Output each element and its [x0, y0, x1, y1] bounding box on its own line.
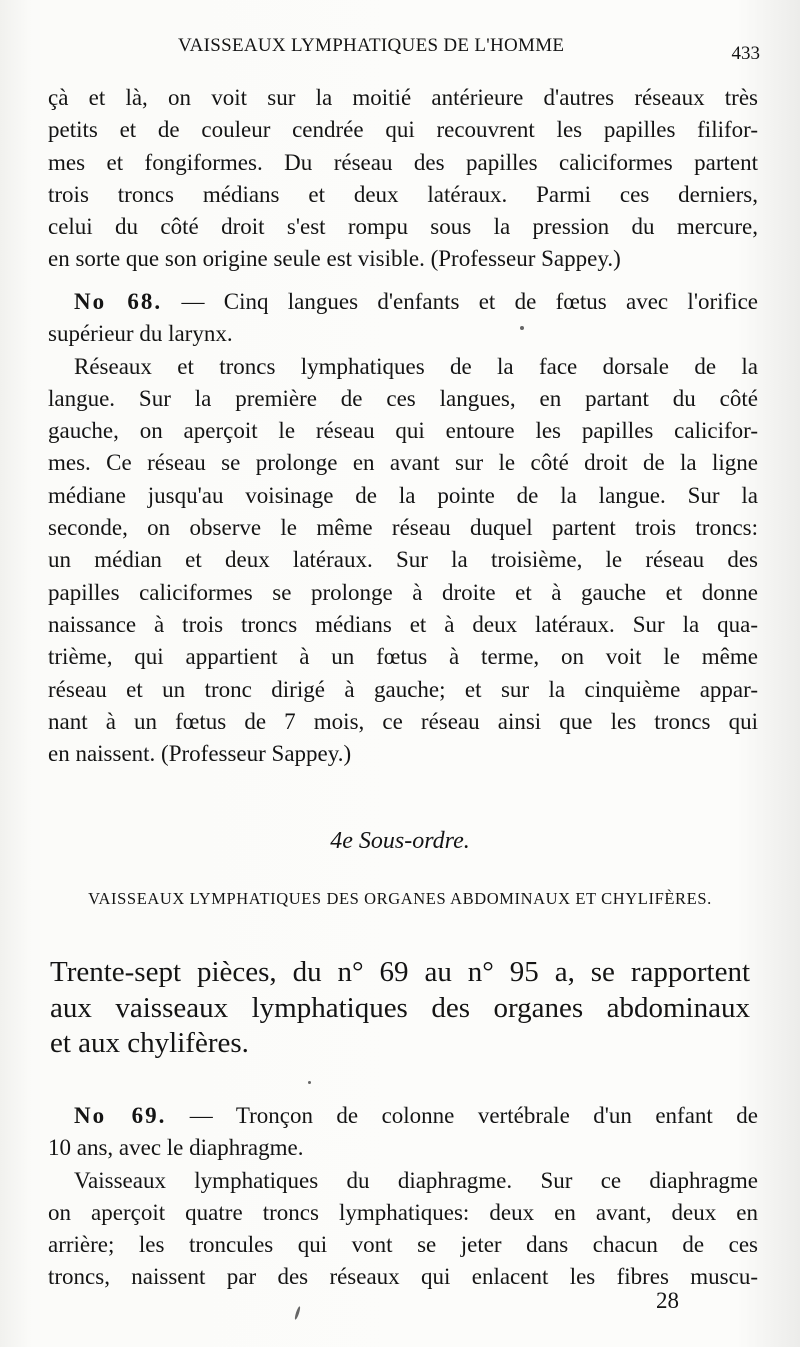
entry-68: [48, 286, 758, 770]
ink-speck: [294, 1306, 301, 1320]
intro-line: Trente-sept pièces, du n° 69 au n° 95 a, se rapportent: [50, 956, 750, 988]
text-line: un médian et deux latéraux. Sur la troisième, le réseau des: [48, 547, 758, 573]
text-line: arrière; les troncules qui vont se jeter dans chacun de ces: [48, 1232, 758, 1258]
text-line: médiane jusqu'au voisinage de la pointe de la langue. Sur la: [48, 482, 758, 508]
section-heading: VAISSEAUX LYMPHATIQUES DES ORGANES ABDOMINAUX ET CHYLIFÈRES.: [88, 889, 712, 908]
text-line: en naissent. (Professeur Sappey.): [48, 741, 352, 767]
text-line: supérieur du larynx.: [48, 321, 233, 347]
entry-title-line: [48, 1100, 758, 1132]
text-line: nant à un fœtus de 7 mois, ce réseau ainsi que les troncs qui: [48, 708, 758, 734]
text-line: mes. Ce réseau se prolonge en avant sur le côté droit de la ligne: [48, 450, 758, 476]
paragraph-continued: [48, 82, 758, 276]
text-line: en sorte que son origine seule est visible. (Professeur Sappey.): [48, 246, 621, 272]
text-line: trois troncs médians et deux latéraux. Parmi ces derniers,: [48, 181, 758, 207]
running-title: VAISSEAUX LYMPHATIQUES DE L'HOMME: [178, 35, 565, 56]
entry-title: — Cinq langues d'enfants et de fœtus avec l'orifice: [181, 289, 758, 314]
text-line: on aperçoit quatre troncs lymphatiques: deux en avant, deux en: [48, 1199, 758, 1225]
section-intro: [50, 955, 750, 1062]
entry-number: No 68.: [74, 289, 163, 314]
text-line: naissance à trois troncs médians et à deux latéraux. Sur la qua-: [48, 611, 758, 637]
text-line: seconde, on observe le même réseau duquel partent trois troncs:: [48, 515, 758, 541]
entry-title: — Tronçon de colonne vertébrale d'un enfant de: [189, 1103, 758, 1128]
text-line: 10 ans, avec le diaphragme.: [48, 1135, 304, 1161]
signature-mark: 28: [656, 1288, 679, 1313]
page-header: [48, 35, 760, 65]
text-line: celui du côté droit s'est rompu sous la pression du mercure,: [48, 214, 758, 240]
entry-title-line: [48, 286, 758, 318]
text-line: trième, qui appartient à un fœtus à terme, on voit le même: [48, 644, 758, 670]
text-line: papilles caliciformes se prolonge à droite et à gauche et donne: [48, 579, 758, 605]
suborder-title: 4e Sous-ordre.: [330, 828, 470, 854]
text-line: Réseaux et troncs lymphatiques de la face dorsale de la: [74, 353, 758, 379]
text-line: Vaisseaux lymphatiques du diaphragme. Sur ce diaphragme: [74, 1167, 758, 1193]
text-line: langue. Sur la première de ces langues, en partant du côté: [48, 385, 758, 411]
text-line: petits et de couleur cendrée qui recouvrent les papilles filifor-: [48, 117, 758, 143]
intro-line: aux vaisseaux lymphatiques des organes abdominaux: [50, 991, 750, 1024]
text-line: çà et là, on voit sur la moitié antérieure d'autres réseaux très: [48, 85, 758, 110]
page-number: 433: [731, 43, 760, 64]
intro-line: et aux chylifères.: [50, 1027, 249, 1059]
text-line: gauche, on aperçoit le réseau qui entoure les papilles calicifor-: [48, 418, 758, 444]
ink-speck: [308, 1081, 311, 1084]
text-line: mes et fongiformes. Du réseau des papilles caliciformes partent: [48, 149, 758, 175]
entry-69: [48, 1100, 758, 1294]
entry-number: No 69.: [74, 1103, 167, 1128]
ink-speck: [520, 326, 524, 330]
text-line: troncs, naissent par des réseaux qui enlacent les fibres muscu-: [48, 1264, 758, 1290]
text-line: réseau et un tronc dirigé à gauche; et sur la cinquième appar-: [48, 676, 758, 702]
